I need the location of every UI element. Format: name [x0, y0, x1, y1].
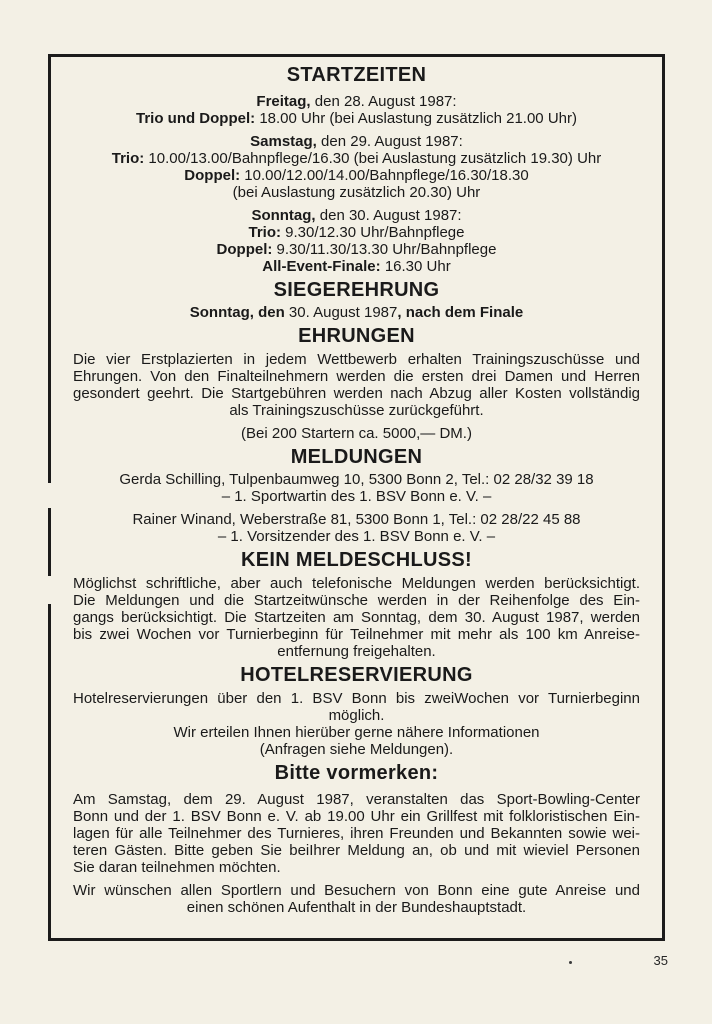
text-run: (bei Auslastung zusätzlich 20.30) Uhr [232, 184, 481, 201]
text-line [73, 184, 640, 201]
section-heading: Bitte vormerken: [274, 762, 439, 784]
text-line [73, 304, 640, 321]
text-line [73, 167, 640, 184]
content-frame [48, 54, 665, 941]
section-heading: SIEGEREHRUNG [273, 279, 440, 301]
text-line [73, 258, 640, 275]
border-gap-artifact [45, 483, 54, 508]
bold-text-run: Samstag, [250, 133, 322, 150]
text-run: den 28. August 1987: [314, 93, 457, 110]
text-line [73, 241, 640, 258]
text-line [73, 488, 640, 505]
text-line [73, 425, 640, 442]
paragraph-line: Die Meldungen und die Startzeitwünsche werden in der Reihenfolge des Ein- [73, 592, 640, 609]
text-run: den 30. August 1987: [319, 207, 462, 224]
paragraph-line: Wir wünschen allen Sportlern und Besuchern von Bonn eine gute Anreise und [73, 882, 640, 899]
text-run: 30. August 1987 [288, 304, 398, 321]
paragraph-line: als Trainingszuschüsse zurückgeführt. [229, 402, 484, 419]
bold-text-run: Sonntag, [251, 207, 320, 224]
section-heading: STARTZEITEN [286, 64, 427, 86]
text-line [73, 471, 640, 488]
text-run: 9.30/12.30 Uhr/Bahnpflege [285, 224, 465, 241]
text-line [73, 224, 640, 241]
paragraph-line: gangs berücksichtigt. Die Startzeiten am Sonntag, dem 30. August 1987, werden [73, 609, 640, 626]
section-heading: KEIN MELDESCHLUSS! [241, 549, 472, 571]
bold-text-run: Doppel: [216, 241, 277, 258]
paragraph-line: Die vier Erstplazierten in jedem Wettbewerb erhalten Trainingszuschüsse und [73, 351, 640, 368]
paragraph-line: Sie daran teilnehmen möchten. [73, 859, 281, 876]
paragraph-line: lagen für alle Teilnehmer des Turnieres, ihren Freunden und Bekannten sowie wei- [73, 825, 640, 842]
text-run: Rainer Winand, Weberstraße 81, 5300 Bonn 1, Tel.: 02 28/22 45 88 [132, 511, 581, 528]
text-run: – 1. Vorsitzender des 1. BSV Bonn e. V. – [217, 528, 496, 545]
text-run: Gerda Schilling, Tulpenbaumweg 10, 5300 Bonn 2, Tel.: 02 28/32 39 18 [119, 471, 594, 488]
text-run: 10.00/12.00/14.00/Bahnpflege/16.30/18.30 [244, 167, 529, 184]
paragraph-line: entfernung freigehalten. [277, 643, 436, 660]
bold-text-run: All-Event-Finale: [262, 258, 385, 275]
paragraph-line: teren Gästen. Bitte geben Sie beiIhrer Meldung an, ob und mit wieviel Personen [73, 842, 640, 859]
paragraph [73, 575, 640, 660]
paragraph [73, 882, 640, 916]
paragraph-line: Am Samstag, dem 29. August 1987, veranstalten das Sport-Bowling-Center [73, 791, 640, 808]
text-run: 10.00/13.00/Bahnpflege/16.30 (bei Auslastung zusätzlich 19.30) Uhr [148, 150, 602, 167]
bold-text-run: , nach dem Finale [397, 304, 524, 321]
text-run: – 1. Sportwartin des 1. BSV Bonn e. V. – [221, 488, 492, 505]
bold-text-run: Freitag, [256, 93, 315, 110]
bold-text-run: Sonntag, den [189, 304, 289, 321]
paragraph-line: (Anfragen siehe Meldungen). [259, 741, 454, 758]
text-run: 16.30 Uhr [384, 258, 451, 275]
text-line [73, 511, 640, 528]
paragraph [73, 690, 640, 758]
bold-text-run: Doppel: [184, 167, 245, 184]
paragraph-line: Ehrungen. Von den Finalteilnehmern werden die ersten drei Damen und Herren [73, 368, 640, 385]
text-line [73, 133, 640, 150]
section-heading: MELDUNGEN [290, 446, 423, 468]
paragraph-line: möglich. [328, 707, 385, 724]
paragraph [73, 791, 640, 876]
paragraph-line: Möglichst schriftliche, aber auch telefonische Meldungen werden berücksichtigt. [73, 575, 640, 592]
text-run: den 29. August 1987: [321, 133, 463, 150]
section-heading: EHRUNGEN [298, 325, 415, 347]
bold-text-run: Trio: [248, 224, 286, 241]
text-line [73, 150, 640, 167]
text-run: 18.00 Uhr (bei Auslastung zusätzlich 21.00 Uhr) [259, 110, 577, 127]
paragraph [73, 351, 640, 419]
paragraph-line: einen schönen Aufenthalt in der Bundeshauptstadt. [186, 899, 527, 916]
text-line [73, 528, 640, 545]
border-gap-artifact [45, 576, 54, 604]
bold-text-run: Trio und Doppel: [135, 110, 260, 127]
page-number: 35 [653, 953, 668, 968]
text-run: 9.30/11.30/13.30 Uhr/Bahnpflege [276, 241, 497, 258]
paragraph-line: Wir erteilen Ihnen hierüber gerne nähere Informationen [173, 724, 540, 741]
ink-dot [569, 961, 572, 964]
text-line [73, 110, 640, 127]
paragraph-line: gesondert geehrt. Die Startgebühren werden nach Abzug aller Kosten vollständig [73, 385, 640, 402]
document-content [73, 64, 640, 916]
paragraph-line: bis zwei Wochen vor Turnierbeginn für Teilnehmer mit mehr als 100 km Anreise- [73, 626, 640, 643]
paragraph-line: Hotelreservierungen über den 1. BSV Bonn bis zweiWochen vor Turnierbeginn [73, 690, 640, 707]
section-heading: HOTELRESERVIERUNG [240, 664, 473, 686]
text-line [73, 93, 640, 110]
text-run: (Bei 200 Startern ca. 5000,— DM.) [241, 425, 472, 442]
text-line [73, 207, 640, 224]
bold-text-run: Trio: [111, 150, 149, 167]
paragraph-line: Bonn und der 1. BSV Bonn e. V. ab 19.00 Uhr ein Grillfest mit folkloristischen Ein- [73, 808, 640, 825]
